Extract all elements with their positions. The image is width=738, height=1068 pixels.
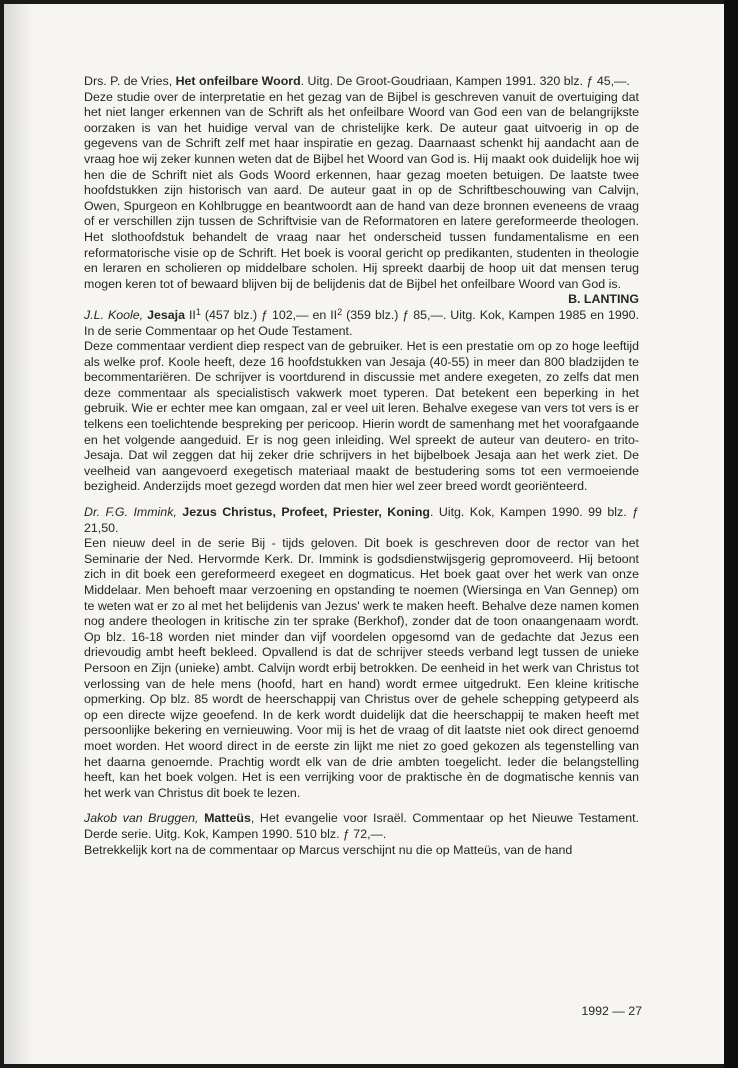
- review-3-title: Jezus Christus, Profeet, Priester, Koning: [182, 505, 430, 520]
- review-4-title: Matteüs: [204, 811, 251, 826]
- review-2-body: Deze commentaar verdient diep respect van de gebruiker. Het is een prestatie om op zo hoge leeftijd als welke prof. Koole heeft, deze 16 hoofdstukken van Jesaja (40-55) in meer dan 800 bladzijden te becommentariëren. De schrijver is voortdurend in discussie met andere exegeten, zo zelfs dat men deze commentaar als specialistisch vakwerk moet typeren. Dat betekent een beperking in het gebruik. Wie er echter mee kan omgaan, zal er veel uit leren. Behalve exegese van vers tot vers is er telkens een toelichtende bespreking per pericoop. Hierin wordt de samenhang met het voorafgaande en het volgende aangeduid. Er is nog geen inleiding. Wel spreekt de auteur van deutero- en trito-Jesaja. Dat wil zeggen dat hij zeker drie schrijvers in het bijbelboek Jesaja aan het werk ziet. De veelheid van aangevoerd exegetisch materiaal maakt de bestudering soms tot een vermoeiende bezigheid. Anderzijds moet gezegd worden dat men hier wel zeer breed wordt georiënteerd.: [84, 339, 639, 494]
- review-1-publication: . Uitg. De Groot-Goudriaan, Kampen 1991. 320 blz. ƒ 45,—.: [300, 74, 630, 88]
- review-2-volume: II: [185, 307, 196, 322]
- review-4-author: Jakob van Bruggen,: [84, 811, 205, 826]
- review-2-sup-1: 1: [195, 306, 201, 317]
- review-2-volume-price: (457 blz.) ƒ 102,— en II: [200, 307, 338, 322]
- review-3-publication: . Uitg. Kok, Kampen 1990. 99 blz. ƒ 21,50.: [84, 505, 639, 535]
- review-1-signature: B. LANTING: [568, 292, 639, 307]
- review-2-sup-2: 2: [337, 306, 343, 317]
- review-2-author: J.L. Koole,: [84, 307, 148, 322]
- review-3-author: Dr. F.G. Immink,: [84, 505, 183, 520]
- review-2-heading: [84, 308, 639, 339]
- review-3-heading: [84, 505, 639, 536]
- scan-edge: [724, 0, 738, 1068]
- review-1-author: Drs. P. de Vries,: [84, 74, 176, 88]
- review-1-title: Het onfeilbare Woord: [175, 74, 301, 88]
- review-2-publication: (359 blz.) ƒ 85,—. Uitg. Kok, Kampen 1985 en 1990. In de serie Commentaar op het Oude Testament.: [84, 307, 640, 338]
- document-page: [4, 4, 724, 1064]
- review-2-title: Jesaja: [147, 307, 185, 322]
- review-column: [84, 74, 639, 858]
- review-3-body: Een nieuw deel in de serie Bij - tijds geloven. Dit boek is geschreven door de rector van het Seminarie der Ned. Hervormde Kerk. Dr. Immink is godsdienstwijsgerig gepromoveerd. Hij betoont zich in dit boek een gereformeerd exegeet en dogmaticus. Het boek gaat over het werk van onze Middelaar. Men behoeft maar verzoening en opstanding te noemen (Wiersinga en Van Gennep) om te weten wat er zo al met het belijdenis van Jezus' werk te maken heeft. Behalve deze namen komen nog andere theologen in kritische zin ter sprake (Berkhof), zonder dat de toon onaangenaam wordt. Op blz. 16-18 worden niet minder dan vijf voordelen opgesomd van de gedachte dat Jezus een drievoudig ambt heeft bekleed. Opvallend is dat de schrijver steeds verband legt tussen de unieke Persoon en Zijn (unieke) ambt. Calvijn wordt erbij betrokken. De eenheid in het werk van Christus tot verlossing van de hele mens (hoofd, hart en hand) wordt ermee uitgedrukt. Een kleine kritische opmerking. Op blz. 85 wordt de heerschappij van Christus over de gehele schepping getypeerd als op een directe wijze geoefend. In de kerk wordt duidelijk dat die heerschappij te maken heeft met persoonlijke bekering en vernieuwing. Voor mij is het de vraag of dit laatste niet ook direct genoemd moet worden. Het woord direct in de eerste zin lijkt me niet zo goed gekozen als tegenstelling van het daarna genoemde. Prachtig wordt elk van de drie ambten toegelicht. Ieder die belangstelling heeft, kan het boek volgen. Het is een verrijking voor de praktische èn de dogmatische kennis van het werk van Christus dit boek te lezen.: [84, 536, 639, 800]
- review-4-body: Betrekkelijk kort na de commentaar op Marcus verschijnt nu die op Matteüs, van de hand: [84, 842, 573, 857]
- review-4-heading: [84, 811, 639, 842]
- review-1-body: Deze studie over de interpretatie en het gezag van de Bijbel is geschreven vanuit de overtuiging dat het niet langer erkennen van de Schrift als het onfeilbare Woord van God een van de belangrijkste oorzaken is van het huidige verval van de christelijke kerk. De auteur gaat uitvoerig in op de gegevens van de Schrift zelf met haar inspiratie en gezag. Daarnaast schenkt hij aandacht aan de vraag hoe wij zeker kunnen weten dat de Bijbel het Woord van God is. Hij maakt ook duidelijk hoe wij hen die de Schrift niet als Gods Woord erkennen, haar gezag moeten betuigen. De laatste twee hoofdstukken zijn historisch van aard. De auteur gaat in op de Schriftbeschouwing van Calvijn, Owen, Spurgeon en Kohlbrugge en beantwoordt aan de hand van deze bronnen eveneens de vraag of er verschillen zijn tussen de Schriftvisie van de Reformatoren en latere gereformeerde theologen. Het slothoofdstuk behandelt de vraag naar het onderscheid tussen fundamentalisme en een reformatorische visie op de Schrift. Het boek is vooral gericht op predikanten, studenten in theologie en leraren en scholieren op middelbare scholen. Hij spreekt daarbij de hoop uit dat mensen terug mogen keren tot of bewaard blijven bij de belijdenis dat de Bijbel het onfeilbare Woord van God is.: [84, 89, 639, 291]
- page-number: 1992 — 27: [581, 1004, 642, 1018]
- review-4-publication: , Het evangelie voor Israël. Commentaar op het Nieuwe Testament. Derde serie. Uitg. Kok, Kampen 1990. 510 blz. ƒ 72,—.: [84, 811, 639, 841]
- binding-shadow: [4, 4, 32, 1064]
- review-1-heading: [84, 74, 639, 90]
